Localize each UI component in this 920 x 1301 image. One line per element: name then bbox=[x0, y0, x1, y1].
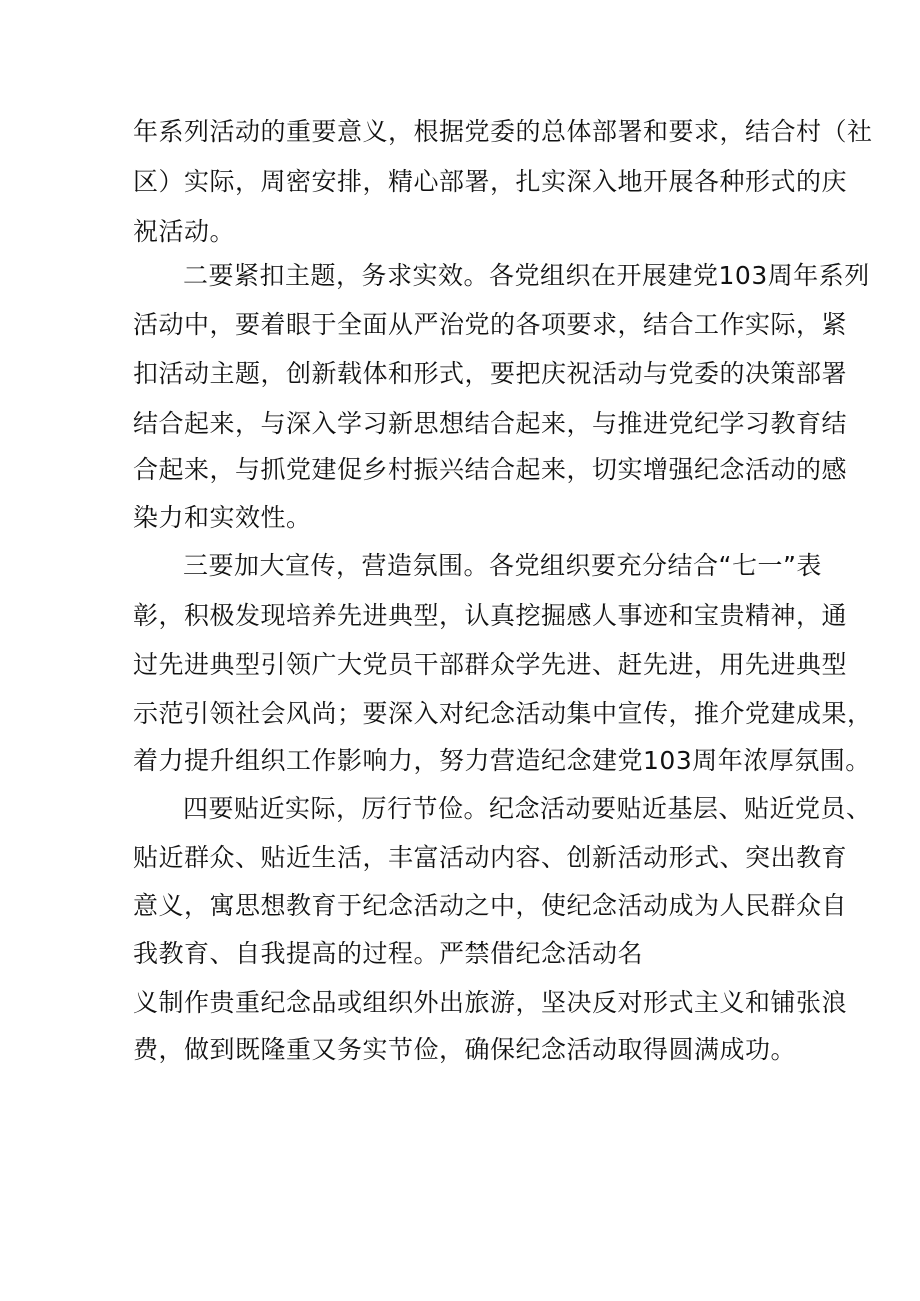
text-line: 活动中，要着眼于全面从严治党的各项要求，结合工作实际，紧 bbox=[133, 310, 848, 339]
paragraph-start-line: 四要贴近实际，厉行节俭。纪念活动要贴近基层、贴近党员、 bbox=[183, 794, 872, 823]
text-line: 彰，积极发现培养先进典型，认真挖掘感人事迹和宝贵精神，通 bbox=[133, 601, 848, 630]
text-line: 合起来，与抓党建促乡村振兴结合起来，切实增强纪念活动的感 bbox=[133, 455, 848, 484]
text-line: 年系列活动的重要意义，根据党委的总体部署和要求，结合村（社 bbox=[133, 117, 873, 146]
text-line: 着力提升组织工作影响力，努力营造纪念建党103周年浓厚氛围。 bbox=[133, 746, 871, 775]
text-line: 祝活动。 bbox=[133, 217, 236, 246]
text-line: 示范引领社会风尚；要深入对纪念活动集中宣传，推介党建成果， bbox=[133, 699, 873, 728]
paragraph-start-line: 二要紧扣主题，务求实效。各党组织在开展建党103周年系列 bbox=[183, 261, 870, 290]
text-line: 结合起来，与深入学习新思想结合起来，与推进党纪学习教育结 bbox=[133, 409, 848, 438]
text-line: 扣活动主题，创新载体和形式，要把庆祝活动与党委的决策部署 bbox=[133, 359, 848, 388]
text-line: 意义，寓思想教育于纪念活动之中，使纪念活动成为人民群众自 bbox=[133, 891, 848, 920]
text-line: 我教育、自我提高的过程。严禁借纪念活动名 bbox=[133, 939, 644, 968]
text-line: 区）实际，周密安排，精心部署，扎实深入地开展各种形式的庆 bbox=[133, 167, 848, 196]
text-line: 贴近群众、贴近生活，丰富活动内容、创新活动形式、突出教育 bbox=[133, 843, 848, 872]
paragraph-start-line: 三要加大宣传，营造氛围。各党组织要充分结合“七一”表 bbox=[183, 551, 822, 580]
text-line: 过先进典型引领广大党员干部群众学先进、赶先进，用先进典型 bbox=[133, 650, 848, 679]
text-line: 费，做到既隆重又务实节俭，确保纪念活动取得圆满成功。 bbox=[133, 1035, 797, 1064]
text-line: 染力和实效性。 bbox=[133, 503, 312, 532]
text-line: 义制作贵重纪念品或组织外出旅游，坚决反对形式主义和铺张浪 bbox=[133, 988, 848, 1017]
